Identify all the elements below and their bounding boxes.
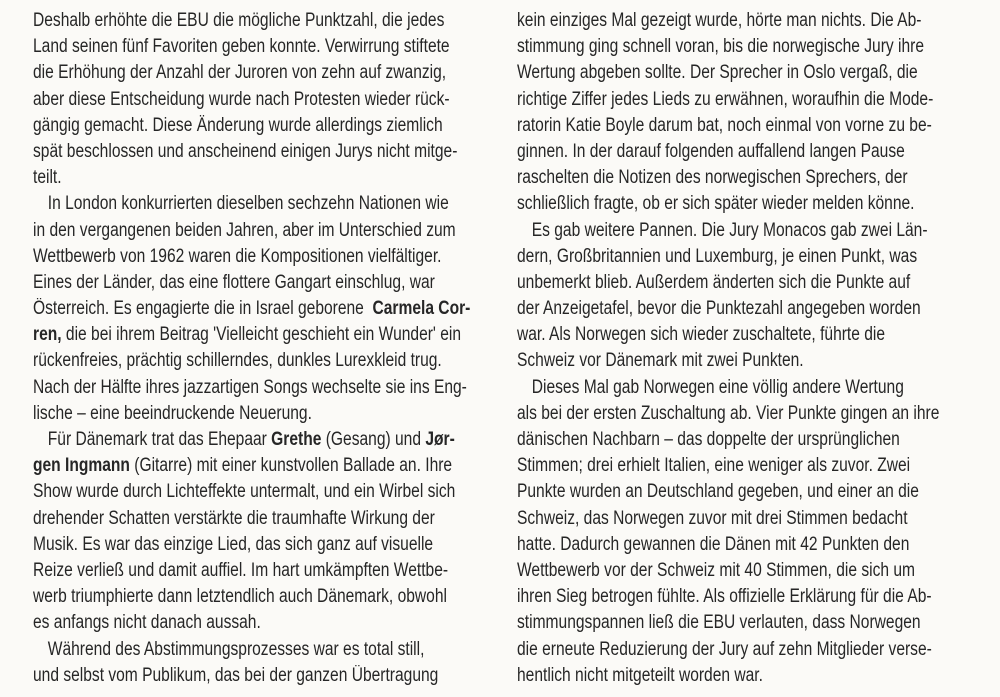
text-line xyxy=(517,401,940,427)
body-text: Musik. Es war das einzige Lied, das sich ganz auf visuelle xyxy=(33,533,434,555)
body-text: dern, Großbritannien und Luxemburg, je einen Punkt, was xyxy=(517,245,918,267)
text-line xyxy=(517,8,922,34)
body-text: der Anzeigetafel, bevor die Punktezahl angegeben worden xyxy=(517,298,921,320)
text-line xyxy=(517,453,911,479)
text-column-right xyxy=(517,8,983,689)
body-text: In London konkurrierten dieselben sechzehn Nationen wie xyxy=(47,193,449,215)
text-line xyxy=(33,8,445,34)
body-text: schließlich fragte, ob er sich später wieder melden könne. xyxy=(517,193,915,215)
body-text: (Gitarre) mit einer kunstvollen Ballade an. Ihre xyxy=(129,455,453,477)
bold-text: ren, xyxy=(33,324,62,346)
body-text: hentlich nicht mitgeteilt worden war. xyxy=(517,664,763,686)
text-line xyxy=(33,113,443,139)
body-text: ginnen. In der darauf folgenden auffallend langen Pause xyxy=(517,140,905,162)
body-text: Deshalb erhöhte die EBU die mögliche Punktzahl, die jedes xyxy=(33,10,445,31)
body-text: Wettbewerb von 1962 waren die Kompositionen vielfältiger. xyxy=(33,245,442,267)
text-line xyxy=(33,427,455,453)
body-text: Stimmen; drei erhielt Italien, eine weniger als zuvor. Zwei xyxy=(517,455,911,477)
text-line xyxy=(517,663,899,689)
text-line xyxy=(517,427,899,453)
text-line xyxy=(33,87,450,113)
text-line xyxy=(517,558,916,584)
text-line xyxy=(33,453,453,479)
body-text: in den vergangenen beiden Jahren, aber im Unterschied zum xyxy=(33,219,456,241)
body-text: Während des Abstimmungsprozesses war es total still, xyxy=(47,638,425,660)
text-line xyxy=(33,506,435,532)
body-text: Reize verließ und damit auffiel. Im hart umkämpften Wettbe- xyxy=(33,559,449,581)
body-text: Es gab weitere Pannen. Die Jury Monacos gab zwei Län- xyxy=(531,219,928,241)
text-line xyxy=(517,610,921,636)
text-line xyxy=(33,532,434,558)
text-line xyxy=(33,34,450,60)
text-line xyxy=(33,558,449,584)
body-text: war. Als Norwegen sich wieder zuschaltete, führte die xyxy=(517,324,886,346)
text-line xyxy=(517,60,918,86)
body-text: Dieses Mal gab Norwegen eine völlig andere Wertung xyxy=(531,376,904,398)
body-text: stimmung ging schnell voran, bis die norwegische Jury ihre xyxy=(517,36,925,58)
text-line xyxy=(33,584,447,610)
body-text: als bei der ersten Zuschaltung ab. Vier Punkte gingen an ihre xyxy=(517,402,940,424)
body-text: dänischen Nachbarn – das doppelte der ursprünglichen xyxy=(517,429,900,450)
text-line xyxy=(517,139,905,165)
body-text: hatte. Dadurch gewannen die Dänen mit 42 Punkten den xyxy=(517,533,910,555)
body-text: aber diese Entscheidung wurde nach Protesten wieder rück- xyxy=(33,88,450,110)
text-line xyxy=(517,348,899,374)
body-text: Land seinen fünf Favoriten geben konnte. Verwirrung stiftete xyxy=(33,36,450,58)
body-text: Schweiz, das Norwegen zuvor mit drei Stimmen bedacht xyxy=(517,507,908,529)
body-text: die erneute Reduzierung der Jury auf zehn Mitglieder verse- xyxy=(517,638,932,660)
body-text: die Erhöhung der Anzahl der Juroren von zehn auf zwanzig, xyxy=(33,62,447,84)
text-line xyxy=(517,637,932,663)
text-line xyxy=(517,506,908,532)
text-line xyxy=(33,191,449,217)
body-text: lische – eine beeindruckende Neuerung. xyxy=(33,402,312,424)
body-text: kein einziges Mal gezeigt wurde, hörte man nichts. Die Ab- xyxy=(517,10,922,31)
body-text: (Gesang) und xyxy=(321,429,426,450)
body-text: gängig gemacht. Diese Änderung wurde allerdings ziemlich xyxy=(33,114,443,136)
text-line xyxy=(517,296,921,322)
body-text: spät beschlossen und anscheinend einigen Jurys nicht mitge- xyxy=(33,140,458,162)
body-text: unbemerkt blieb. Außerdem änderten sich die Punkte auf xyxy=(517,271,911,293)
text-line xyxy=(517,532,910,558)
text-line xyxy=(517,191,915,217)
text-line xyxy=(517,270,911,296)
body-text: richtige Ziffer jedes Lieds zu erwähnen, woraufhin die Mode- xyxy=(517,88,934,110)
text-line xyxy=(33,479,456,505)
body-text: Wertung abgeben sollte. Der Sprecher in Oslo vergaß, die xyxy=(517,62,918,84)
text-line xyxy=(517,34,925,60)
text-line xyxy=(517,218,928,244)
body-text: Punkte wurden an Deutschland gegeben, und einer an die xyxy=(517,481,919,503)
text-line xyxy=(33,610,415,636)
text-line xyxy=(517,113,932,139)
text-line xyxy=(33,322,462,348)
body-text: Nach der Hälfte ihres jazzartigen Songs wechselte sie ins Eng- xyxy=(33,376,467,398)
text-line xyxy=(33,218,456,244)
text-line xyxy=(33,296,471,322)
body-text: ihren Sieg betrogen fühlte. Als offizielle Erklärung für die Ab- xyxy=(517,586,932,608)
text-line xyxy=(33,60,447,86)
body-text: Für Dänemark trat das Ehepaar xyxy=(47,429,272,450)
body-text: und selbst vom Publikum, das bei der ganzen Übertragung xyxy=(33,664,439,686)
text-line xyxy=(517,165,908,191)
bold-text: Grethe xyxy=(271,429,322,450)
text-line xyxy=(33,270,435,296)
text-line xyxy=(33,348,442,374)
text-line xyxy=(33,663,439,689)
body-text: drehender Schatten verstärkte die traumhafte Wirkung der xyxy=(33,507,435,529)
body-text: Eines der Länder, das eine flottere Gangart einschlug, war xyxy=(33,271,435,293)
text-line xyxy=(33,139,458,165)
bold-text: Carmela Cor- xyxy=(372,298,471,320)
body-text: raschelten die Notizen des norwegischen Sprechers, der xyxy=(517,167,908,189)
body-text: Wettbewerb vor der Schweiz mit 40 Stimmen, die sich um xyxy=(517,559,916,581)
text-line xyxy=(33,244,442,270)
body-text: rückenfreies, prächtig schillerndes, dunkles Lurexkleid trug. xyxy=(33,350,442,372)
body-text: werb triumphierte dann letztendlich auch Dänemark, obwohl xyxy=(33,586,447,608)
text-line xyxy=(517,87,934,113)
bold-text: Jør- xyxy=(425,429,455,450)
body-text: ratorin Katie Boyle darum bat, noch einmal von vorne zu be- xyxy=(517,114,932,136)
text-line xyxy=(517,584,932,610)
text-line xyxy=(33,637,425,663)
text-line xyxy=(517,322,899,348)
body-text: stimmungspannen ließ die EBU verlauten, dass Norwegen xyxy=(517,612,921,634)
body-text: Show wurde durch Lichteffekte untermalt, und ein Wirbel sich xyxy=(33,481,456,503)
body-text: teilt. xyxy=(33,167,62,189)
body-text: Schweiz vor Dänemark mit zwei Punkten. xyxy=(517,350,804,372)
text-line xyxy=(33,165,415,191)
text-line xyxy=(517,244,918,270)
text-line xyxy=(33,375,467,401)
text-line xyxy=(517,375,904,401)
bold-text: gen Ingmann xyxy=(33,455,130,477)
body-text: die bei ihrem Beitrag 'Vielleicht geschieht ein Wunder' ein xyxy=(61,324,462,346)
text-line xyxy=(517,479,919,505)
text-column-left xyxy=(33,8,499,689)
text-line xyxy=(33,401,415,427)
body-text: Österreich. Es engagierte die in Israel geborene xyxy=(33,298,373,320)
body-text: es anfangs nicht danach aussah. xyxy=(33,612,261,634)
